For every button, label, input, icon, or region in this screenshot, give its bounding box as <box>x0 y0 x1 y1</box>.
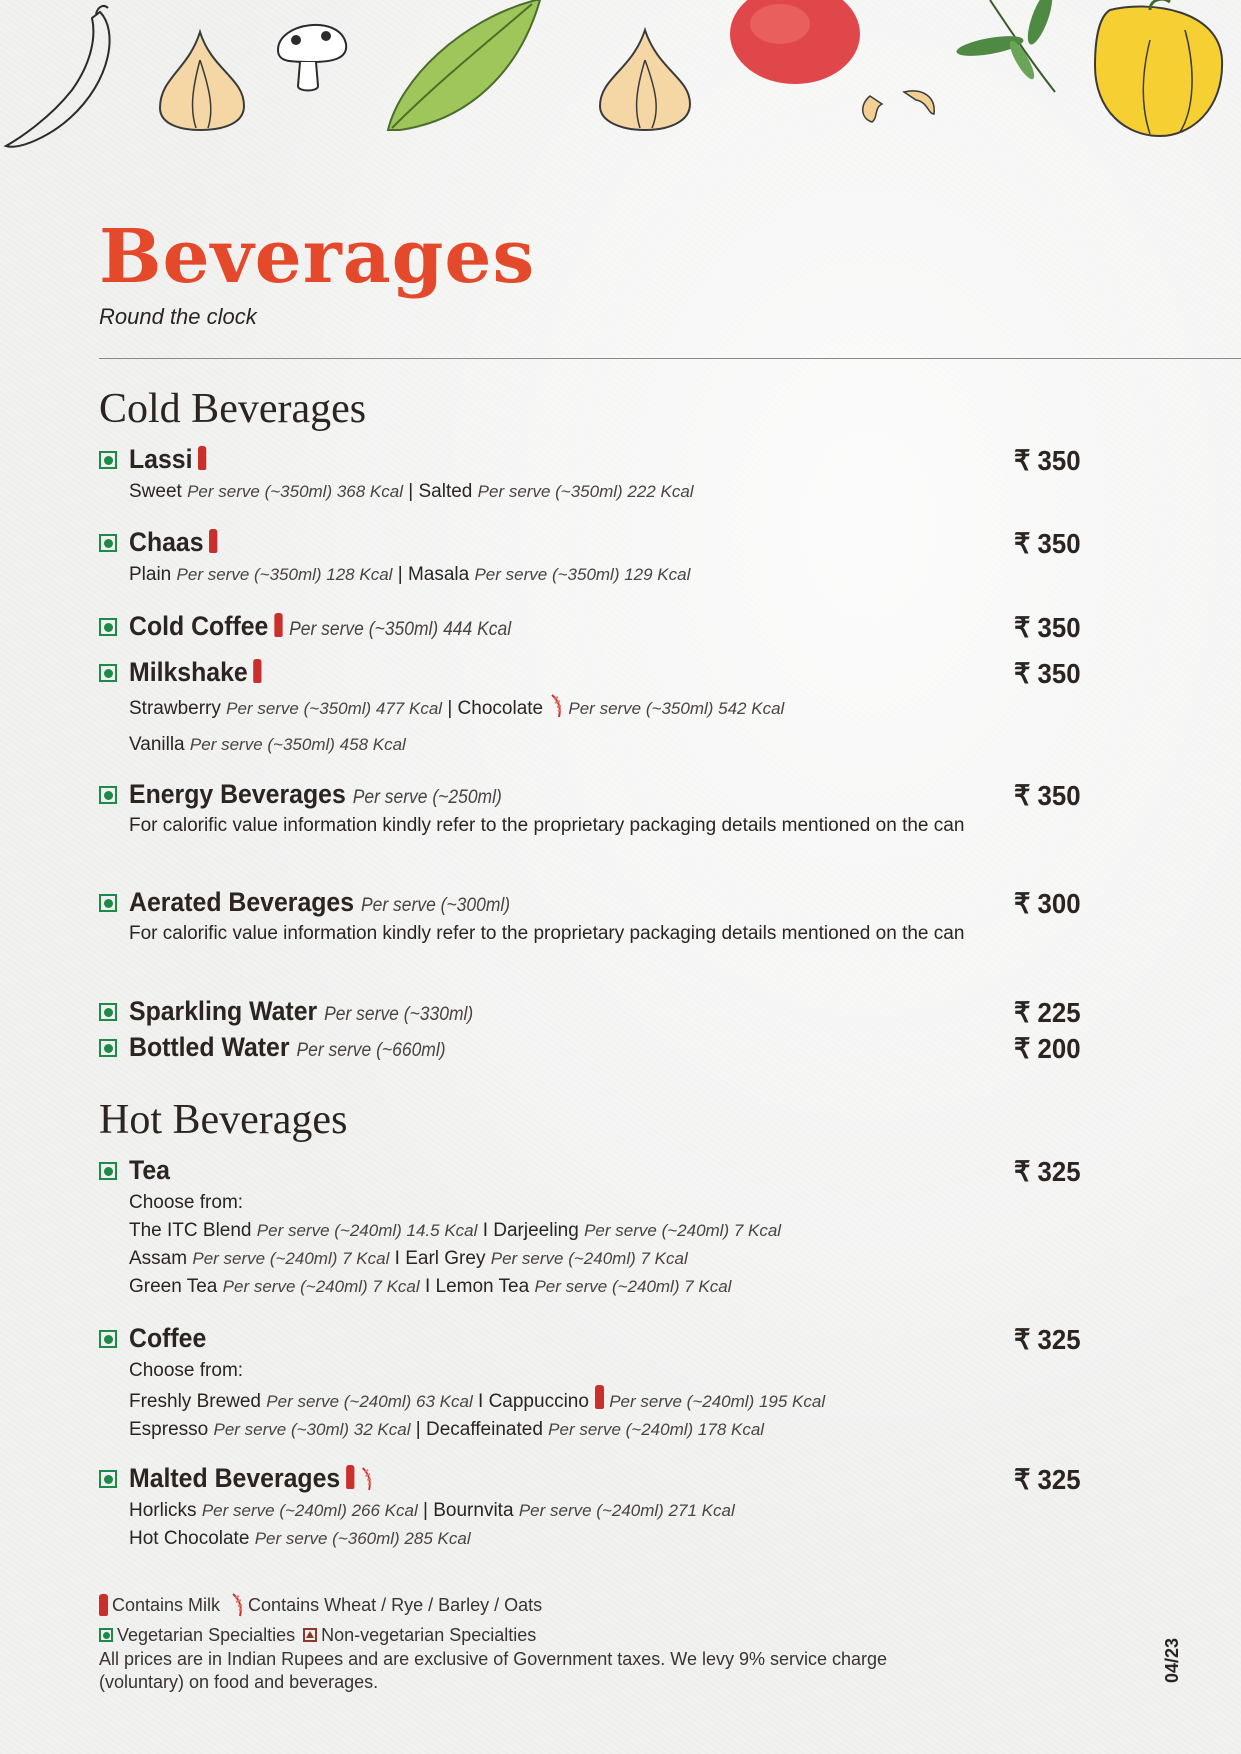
item-price: ₹ 225 <box>1014 997 1081 1028</box>
variant-name: Sweet <box>129 481 182 502</box>
item-price: ₹ 325 <box>1014 1464 1081 1495</box>
separator: I <box>389 1248 406 1269</box>
milk-icon <box>99 1594 108 1616</box>
item-name: Lassi <box>129 444 193 474</box>
variant-kcal: Per serve (~360ml) 285 Kcal <box>254 1529 471 1548</box>
milk-icon <box>346 1465 354 1489</box>
item-name: Cold Coffee <box>129 611 269 641</box>
veg-icon <box>99 1003 117 1021</box>
variant-kcal: Per serve (~350ml) 368 Kcal <box>187 482 403 501</box>
variant-kcal: Per serve (~240ml) 63 Kcal <box>266 1392 473 1411</box>
variant-kcal: Per serve (~240ml) 266 Kcal <box>201 1501 418 1520</box>
section-title-cold: Cold Beverages <box>99 386 367 432</box>
item-price: ₹ 350 <box>1014 445 1081 476</box>
variants-line <box>129 731 1079 759</box>
choose-label: Choose from: <box>129 1192 244 1213</box>
variant-kcal: Per serve (~350ml) 129 Kcal <box>474 565 691 584</box>
menu-item-sparkling-water <box>99 996 1079 1030</box>
veg-icon <box>99 451 117 469</box>
variant-kcal: Per serve (~240ml) 195 Kcal <box>609 1392 826 1411</box>
variants-line <box>129 561 1079 589</box>
separator: I <box>477 1220 494 1241</box>
variant-name: Salted <box>418 481 473 502</box>
veg-icon <box>99 664 117 682</box>
item-price: ₹ 200 <box>1014 1033 1081 1064</box>
variant-name: Assam <box>129 1248 188 1269</box>
variant-kcal: Per serve (~240ml) 178 Kcal <box>548 1420 765 1439</box>
item-name: Energy Beverages <box>129 779 346 809</box>
garlic-icon-2 <box>600 30 690 130</box>
tomato-icon <box>730 0 860 84</box>
variant-kcal: Per serve (~240ml) 7 Kcal <box>222 1277 420 1296</box>
item-name: Malted Beverages <box>129 1463 341 1493</box>
variant-kcal: Per serve (~240ml) 7 Kcal <box>192 1249 390 1268</box>
menu-item-aerated-beverages <box>99 887 1079 946</box>
veg-icon <box>99 786 117 804</box>
tax-note: All prices are in Indian Rupees and are exclusive of Government taxes. We levy 9% service charge (voluntary) on food and beverages. <box>99 1649 888 1692</box>
item-name: Bottled Water <box>129 1032 290 1062</box>
menu-item-cold-coffee <box>99 611 1079 645</box>
variant-kcal: Per serve (~350ml) 542 Kcal <box>568 699 785 718</box>
item-price: ₹ 350 <box>1014 528 1081 559</box>
item-price: ₹ 300 <box>1014 888 1081 919</box>
veg-icon <box>99 534 117 552</box>
separator: | <box>403 481 419 502</box>
variants-line <box>129 1273 1079 1301</box>
non-veg-icon <box>303 1628 317 1642</box>
separator: I <box>419 1276 436 1297</box>
variant-name: Freshly Brewed <box>129 1391 261 1412</box>
menu-item-malted-beverages <box>99 1463 1079 1553</box>
wheat-icon <box>360 1466 373 1492</box>
menu-item-energy-beverages <box>99 779 1079 838</box>
wheat-icon <box>549 693 563 719</box>
variants-line <box>129 693 1079 723</box>
separator: | <box>442 698 458 719</box>
legend <box>99 1590 542 1650</box>
veg-icon <box>99 1039 117 1057</box>
variant-name: Cappuccino <box>488 1391 589 1412</box>
wheat-icon <box>230 1592 244 1618</box>
page-title: Beverages <box>99 214 536 300</box>
variant-name: Hot Chocolate <box>129 1528 250 1549</box>
variant-name: Masala <box>407 564 470 585</box>
item-name: Aerated Beverages <box>129 887 355 917</box>
header-divider <box>99 358 1241 359</box>
variant-name: Lemon Tea <box>435 1276 530 1297</box>
choose-label: Choose from: <box>129 1360 244 1381</box>
leaf-icon <box>388 0 540 130</box>
veg-icon <box>99 1628 113 1642</box>
serve-info: Per serve (~330ml) <box>324 1004 474 1025</box>
milk-icon <box>198 446 206 470</box>
cashew-icon <box>863 91 934 122</box>
menu-item-bottled-water <box>99 1032 1079 1066</box>
variant-name: Earl Grey <box>405 1248 486 1269</box>
menu-item-tea <box>99 1155 1079 1301</box>
variant-name: Darjeeling <box>493 1220 579 1241</box>
item-description: For calorific value information kindly refer to the proprietary packaging details mentioned on the can <box>129 923 965 944</box>
serve-info: Per serve (~660ml) <box>296 1040 446 1061</box>
serve-info: Per serve (~350ml) 444 Kcal <box>289 619 512 640</box>
veg-icon <box>99 1330 117 1348</box>
page-code: 04/23 <box>1162 1637 1183 1684</box>
variants-line <box>129 1497 1079 1525</box>
variant-kcal: Per serve (~240ml) 14.5 Kcal <box>256 1221 478 1240</box>
legend-veg: Vegetarian Specialties <box>117 1624 296 1645</box>
legend-wheat: Contains Wheat / Rye / Barley / Oats <box>248 1594 543 1615</box>
item-price: ₹ 350 <box>1014 780 1081 811</box>
variant-kcal: Per serve (~350ml) 477 Kcal <box>226 699 443 718</box>
separator: | <box>392 564 408 585</box>
variant-name: The ITC Blend <box>129 1220 252 1241</box>
variant-kcal: Per serve (~240ml) 7 Kcal <box>490 1249 688 1268</box>
veg-icon <box>99 618 117 636</box>
variant-kcal: Per serve (~240ml) 7 Kcal <box>534 1277 732 1296</box>
variants-line <box>129 478 1079 506</box>
menu-item-chaas <box>99 527 1079 589</box>
garlic-icon <box>160 32 244 130</box>
milk-icon <box>209 529 217 553</box>
variants-line <box>129 1385 1079 1416</box>
variants-line <box>129 1245 1079 1273</box>
variant-kcal: Per serve (~240ml) 7 Kcal <box>584 1221 782 1240</box>
item-name: Coffee <box>129 1323 207 1353</box>
item-name: Sparkling Water <box>129 996 318 1026</box>
milk-icon <box>274 613 282 637</box>
section-title-hot: Hot Beverages <box>99 1097 348 1143</box>
menu-item-coffee <box>99 1323 1079 1444</box>
vegetable-illustrations <box>0 0 1241 160</box>
variant-kcal: Per serve (~30ml) 32 Kcal <box>213 1420 411 1439</box>
item-price: ₹ 350 <box>1014 658 1081 689</box>
variant-name: Green Tea <box>129 1276 218 1297</box>
variant-name: Chocolate <box>457 698 544 719</box>
variant-kcal: Per serve (~350ml) 128 Kcal <box>176 565 393 584</box>
variant-name: Decaffeinated <box>425 1419 543 1440</box>
bell-pepper-icon <box>1095 0 1222 136</box>
mushroom-icon <box>278 25 346 91</box>
variants-line <box>129 1217 1079 1245</box>
veg-icon <box>99 894 117 912</box>
variant-name: Vanilla <box>129 734 185 755</box>
variant-name: Strawberry <box>129 698 221 719</box>
legend-milk: Contains Milk <box>112 1594 221 1615</box>
variant-name: Espresso <box>129 1419 209 1440</box>
variant-kcal: Per serve (~240ml) 271 Kcal <box>518 1501 735 1520</box>
menu-item-milkshake <box>99 657 1079 759</box>
separator: | <box>410 1419 426 1440</box>
serve-info: Per serve (~300ml) <box>360 895 511 916</box>
herb-icon <box>955 0 1057 92</box>
variant-kcal: Per serve (~350ml) 222 Kcal <box>477 482 694 501</box>
item-name: Tea <box>129 1155 170 1185</box>
veg-icon <box>99 1470 117 1488</box>
menu-item-lassi <box>99 444 1079 506</box>
milk-icon <box>253 659 261 683</box>
variants-line <box>129 1416 1079 1444</box>
variants-line <box>129 1525 1079 1553</box>
variant-name: Horlicks <box>129 1500 197 1521</box>
legend-nonveg: Non-vegetarian Specialties <box>321 1624 537 1645</box>
serve-info: Per serve (~250ml) <box>352 787 502 808</box>
item-name: Chaas <box>129 527 204 557</box>
separator: I <box>472 1391 489 1412</box>
veg-icon <box>99 1162 117 1180</box>
item-description: For calorific value information kindly refer to the proprietary packaging details mentioned on the can <box>129 815 965 836</box>
variant-name: Plain <box>129 564 172 585</box>
item-price: ₹ 350 <box>1014 612 1081 643</box>
page-subtitle: Round the clock <box>99 304 257 329</box>
chili-icon <box>6 6 110 147</box>
variant-kcal: Per serve (~350ml) 458 Kcal <box>189 735 406 754</box>
milk-icon <box>595 1385 604 1409</box>
separator: | <box>417 1500 434 1521</box>
variant-name: Bournvita <box>433 1500 514 1521</box>
item-price: ₹ 325 <box>1014 1156 1081 1187</box>
item-name: Milkshake <box>129 657 248 687</box>
item-price: ₹ 325 <box>1014 1324 1081 1355</box>
